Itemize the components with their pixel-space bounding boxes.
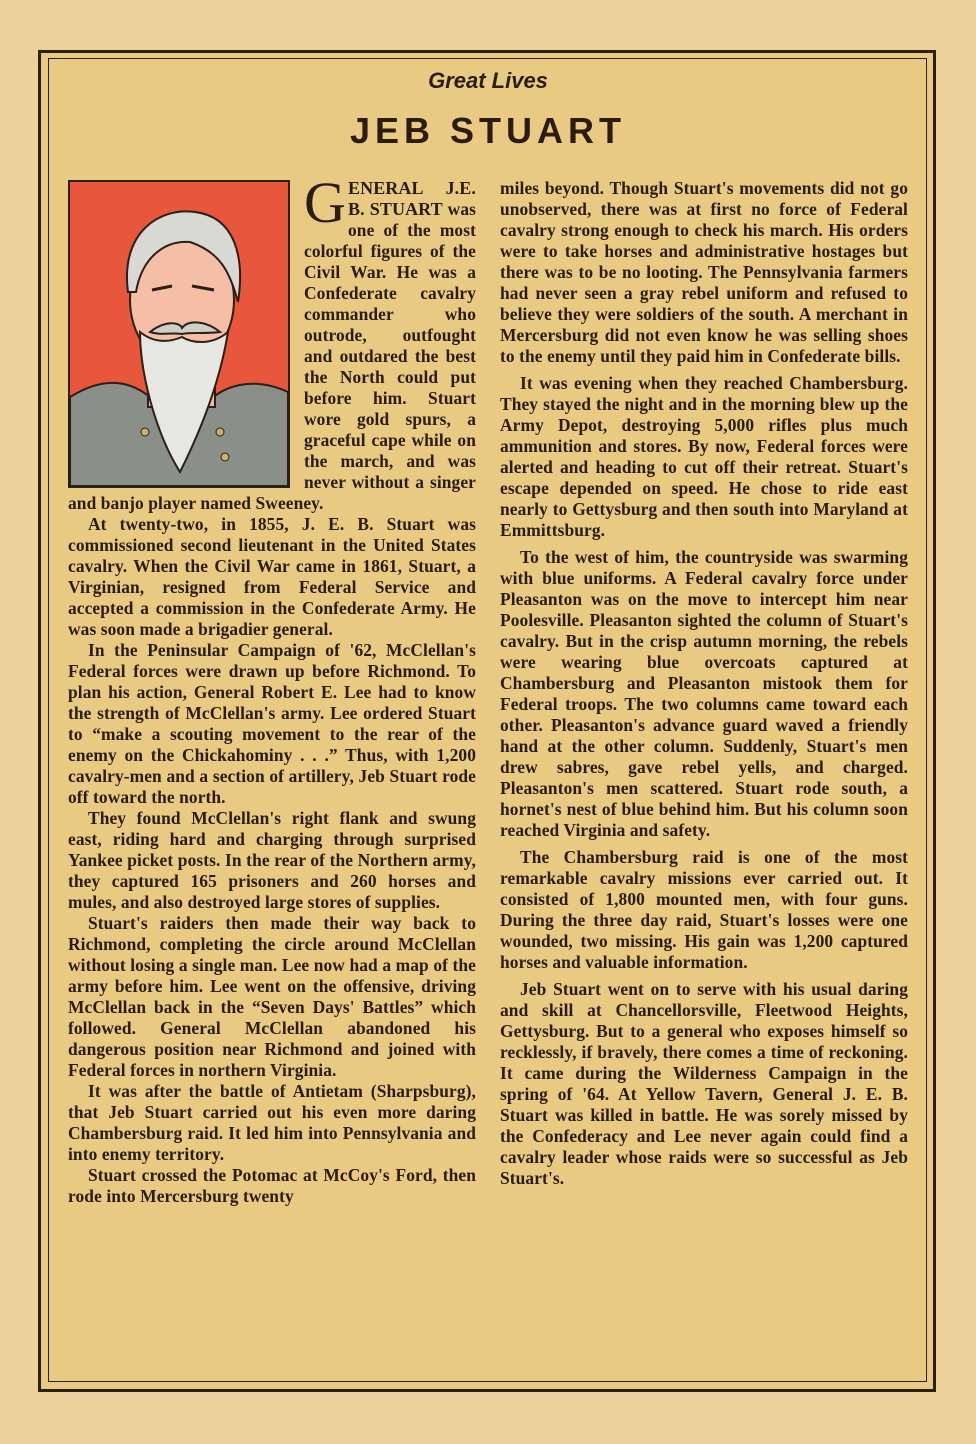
article-paragraph-3: In the Peninsular Campaign of '62, McClellan's Federal forces were drawn up before Richmond. To plan his action, General Robert E. Lee had to know the strength of McClellan's army. Lee ordered Stuart to “make a scouting movement to the rear of the enemy on the Chickahominy . . .” Thus, with 1,200 cavalry-men and a section of artillery, Jeb Stuart rode off toward the north. (68, 640, 476, 807)
article-paragraph-6: It was after the battle of Antietam (Sharpsburg), that Jeb Stuart carried out his even more daring Chambersburg raid. It led him into Pennsylvania and into enemy territory. (68, 1081, 476, 1164)
article-column-right (500, 178, 908, 1348)
article-title: JEB STUART (349, 110, 627, 151)
article-paragraph-2: At twenty-two, in 1855, J. E. B. Stuart was commissioned second lieutenant in the United States cavalry. When the Civil War came in 1861, Stuart, a Virginian, resigned from Federal Service and accepted a commission in the Confederate Army. He was soon made a brigadier general. (68, 514, 476, 639)
article-paragraph-10: The Chambersburg raid is one of the most remarkable cavalry missions ever carried out. It consisted of 1,800 mounted men, with four guns. During the three day raid, Stuart's losses were one wounded, two missing. His gain was 1,200 captured horses and valuable information. (500, 847, 908, 972)
drop-cap: G (304, 170, 346, 235)
portrait-spacer (68, 178, 304, 492)
lead-caps: ENERAL J.E. B. STUART (348, 178, 476, 219)
series-title: Great Lives (428, 68, 548, 93)
article-paragraph-4: They found McClellan's right flank and swung east, riding hard and charging through surprised Yankee picket posts. In the rear of the Northern army, they captured 165 prisoners and 260 horses and mules, and also destroyed large stores of supplies. (68, 808, 476, 912)
article-column-left (68, 170, 476, 1348)
article-paragraph-5: Stuart's raiders then made their way back to Richmond, completing the circle around McClellan without losing a single man. Lee now had a map of the army before him. Lee went on the offensive, driving McClellan back in the “Seven Days' Battles” which followed. General McClellan abandoned his dangerous position near Richmond and joined with Federal forces in northern Virginia. (68, 913, 476, 1080)
article-paragraph-9: To the west of him, the countryside was swarming with blue uniforms. A Federal cavalry force under Pleasanton was on the move to intercept him near Poolesville. Pleasanton sighted the column of Stuart's cavalry. But in the crisp autumn morning, the rebels were wearing blue overcoats captured at Chambersburg and Pleasanton mistook them for Federal troops. The two columns came toward each other. Pleasanton's advance guard waved a friendly hand at the other column. Suddenly, Stuart's men drew sabres, gave rebel yells, and charged. Pleasanton's men scattered. Stuart rode south, a hornet's nest of blue behind him. But his column soon reached Virginia and safety. (500, 547, 908, 840)
article-paragraph-7-continued: miles beyond. Though Stuart's movements did not go unobserved, there was at first no force of Federal cavalry strong enough to check his march. His orders were to take horses and administrative hostages but there was to be no looting. The Pennsylvania farmers had never seen a gray rebel uniform and refused to believe they were soldiers of the south. A merchant in Mercersburg did not even know he was selling shoes to the enemy until they paid him in Confederate bills. (500, 178, 908, 366)
article-paragraph-11: Jeb Stuart went on to serve with his usual daring and skill at Chancellorsville, Fleetwood Heights, Gettysburg. But to a general who exposes himself so recklessly, if bravely, there comes a time of reckoning. It came during the Wilderness Campaign in the spring of '64. At Yellow Tavern, General J. E. B. Stuart was killed in battle. He was sorely missed by the Confederacy and Lee never again could find a cavalry leader whose raids were so successful as Jeb Stuart's. (500, 979, 908, 1188)
article-paragraph-8: It was evening when they reached Chambersburg. They stayed the night and in the morning blew up the Army Depot, destroying 5,000 rifles plus much ammunition and stores. By now, Federal forces were alerted and heading to cut off their retreat. Stuart's escape depended on speed. He chose to ride east nearly to Gettysburg and then south into Maryland at Emmittsburg. (500, 373, 908, 540)
paragraph-1-text: was one of the most colorful figures of the Civil War. He was a Confederate cavalry commander who outrode, outfought and outdared the best the North could put before him. Stuart wore gold spurs, a graceful cape while on the march, and was never without a singer and banjo player named Sweeney. (68, 199, 476, 513)
article-paragraph-7: Stuart crossed the Potomac at McCoy's Ford, then rode into Mercersburg twenty (68, 1165, 476, 1206)
